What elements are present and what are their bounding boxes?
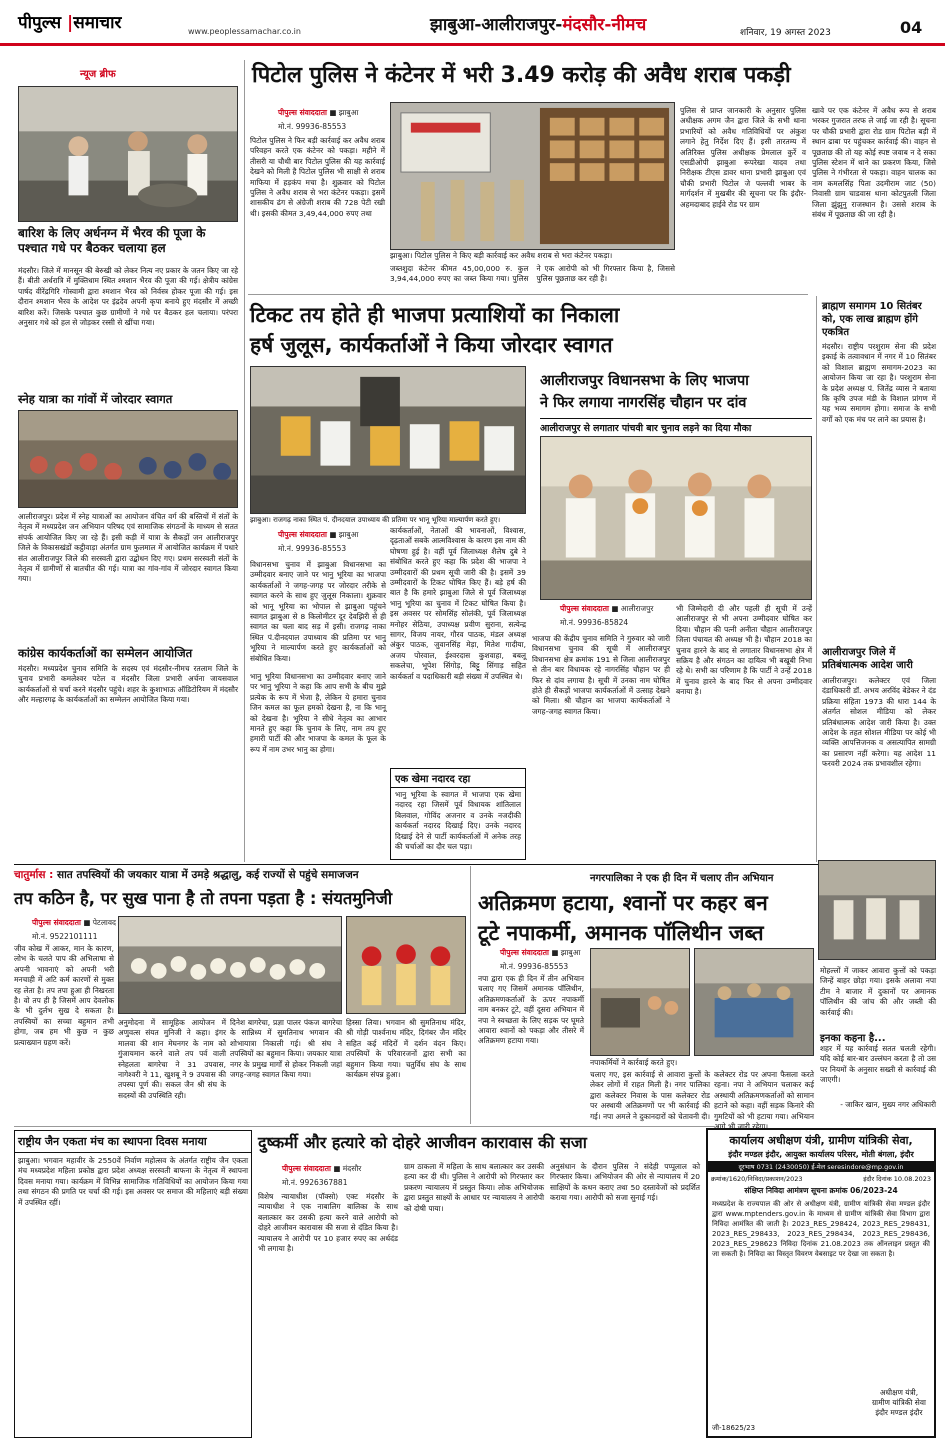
bjp-headline-1: टिकट तय होते ही भाजपा प्रत्याशियों का निकाला xyxy=(250,303,620,327)
jain-ekta-box xyxy=(14,1130,252,1438)
bjp-box-body: भानु भूरिया के स्वागत में भाजपा एक खेमा नदारद रहा जिसमें पूर्व विधायक शांतिलाल बिलवाल, गोविंद अजनार व उनके नजदीकी कार्यकर्ता नदारद दिखाई दिए। उनके नदारद दिखाई देने से पार्टी कार्यकर्ताओं में अनेक तरह की चर्चाओं का दौर चल पड़ा। xyxy=(395,790,521,852)
brief-body-1: मंदसौर। जिले में मानसून की बेरुखी को लेकर नित्य नए प्रकार के जतन किए जा रहे हैं। बीती अर्धरात्रि में मुक्तिधाम स्थित श्मशान भैरव की पूजा की गई। क्षेत्रीय कांग्रेस पार्षद वीरेंद्रगिरि गोस्वामी द्वारा श्मशान भैरव को निर्वस्त्र होकर पूजा की गई। इस दौरान श्मशान भैरव के आदेश पर इंद्रदेव अपनी कृपा बनाये हुए मंदसौर में अच्छी बारिश करें। जिसके पश्चात कुछ ग्रामीणों ने गधे पर बैठकर हल चलाया। परंपरा अनुसार गधे को हल से जोड़कर रस्सी से खींचा गया। xyxy=(18,266,238,328)
right-body-1: मंदसौर। राष्ट्रीय परशुराम सेना की प्रदेश इकाई के तत्वावधान में नगर में 10 सितंबर को विशाल ब्राह्मण समागम-2023 का आयोजन किया जा रहा है। परशुराम सेना के प्रदेश अध्यक्ष पं. जितेंद्र व्यास ने बताया कि कृषि उपज मंडी के विशाल प्रांगण में यह भव्य समागम होगा। समाज के सभी वर्गों को एक मंच पर लाने का प्रयास है। xyxy=(822,342,936,424)
region-title: झाबुआ-आलीराजपुर-मंदसौर-नीमच xyxy=(430,15,647,35)
encroach-box-body: शहर में यह कार्रवाई सतत चलती रहेगी। यदि कोई बार-बार उल्लंघन करता है तो उस पर नियमों के अनुसार सख्ती से कार्रवाई की जाएगी। xyxy=(820,1044,936,1085)
bjp-headline-2: हर्ष जुलूस, कार्यकर्ताओं ने किया जोरदार स्वागत xyxy=(250,333,613,357)
chaturmas-col1: जीव कोख में आकर, मान के कारण, लोभ के चलते पाप की अभिलाषा से अपनी भावनाएं को अपनी भरी मनचाही में अटि कर्म कारणों से मुक्त रह लेता है। तप तपा हुआ ही निखरता है। वो तप ही है जिसमें आप देवलोक के भी दुर्लभ सुख दे सकता है। तपस्वियों का सच्चा बहुमान तभी होगा, जब हम भी कुछ न कुछ प्रत्याख्यान ग्रहण करें। xyxy=(14,944,114,1047)
tender-sign-3: इंदौर मण्डल इंदौर xyxy=(875,1408,923,1417)
bjp-col1: विधानसभा चुनाव में झाबुआ विधानसभा का उम्मीदवार बनाए जाने पर भानु भूरिया का भाजपा कार्यकर्ताओं ने जगह-जगह पर जोरदार तरीके से स्वागत करने के साथ हुए जुलूस निकाला। शुक्रवार को भानू भूरिया का भोपाल से झाबुआ पहुंचने स्वागत झाबुआ से 8 किलोमीटर दूर देवझिरी से ही स्वागत का चला बाद सड़ में इसी। राजगढ़ नाका स्थित पं.दीनदयाल उपाध्याय की प्रतिमा पर भानु भूरिया ने माल्यार्पण करते हुए कार्यकर्ताओं को संबोधित किया। xyxy=(250,560,386,663)
encroach-mobile: मो.नं. 99936-85553 xyxy=(500,962,569,971)
column-divider xyxy=(244,60,245,862)
column-divider-right xyxy=(816,296,817,862)
brief-body-3: मंदसौर। मध्यप्रदेश चुनाव समिति के सदस्य एवं मंदसौर-नीमच रतलाम जिले के चुनाव प्रभारी कमलेश्वर पटेल व मंदसौर जिला प्रभारी अर्चना जायसवाल कार्यकर्ताओं से चर्चा करने मंदसौर पहुंचे। शहर के कुशाभाऊ ऑडिटोरियम में मंदसौर और मल्हारगढ़ के कार्यकर्ताओं का सम्मेलन आयोजित किया गया। xyxy=(18,664,238,705)
photo-dogs-catching xyxy=(694,948,814,1056)
murder-headline: दुष्कर्मी और हत्यारे को दोहरे आजीवन कारावास की सजा xyxy=(258,1133,587,1152)
encroach-col4: मोहल्लों में जाकर आवारा कुत्तों को पकड़ा जिन्हें बाहर छोड़ा गया। इसके अलावा नपा टीम ने बाजार में दुकानों पर अमानक पॉलिथीन की जांच की और जब्ती की कार्रवाई की। xyxy=(820,966,936,1017)
top-story-col1: पिटोल पुलिस ने फिर बड़ी कार्रवाई कर अवैध शराब परिवहन करते एक कंटेनर को पकड़ा। महीने में तीसरी या चौथी बार पिटोल पुलिस की यह कार्रवाई देखने को मिली है पिटोल पुलिस भी साक्षी से शराब माफिया में हड़कंप मचा है। शुक्रवार को पिटोल पुलिस ने अवैध शराब से भरा कंटेनर पकड़ा। इसमें शासकीय ढंग से अंग्रेजी शराब की 728 पेटी रखी थी। इसकी कीमत 3,49,44,000 रुपए तथा xyxy=(250,136,385,218)
brief-body-2: आलीराजपुर। प्रदेश में स्नेह यात्राओं का आयोजन वंचित वर्ग की बस्तियों में संतों के नेतृत्व में मध्यप्रदेश जन अभियान परिषद एवं सामाजिक संगठनों के माध्यम से सतत संपर्क आयोजित किए जा रहे हैं। इसी कड़ी में यात्रा के सैकड़ों जन आलीराजपुर जिले के विकासखंडों कट्ठीवाड़ा अंतर्गत ग्राम फुलमाल में आयोजित कार्यक्रम में पधारे संत आलीराजपुर जिले की सरस्वती द्वारा उद्बोधन दिए गए। प्रथम सरस्वती संतों के नेतृत्व में ग्रामीणों से बातचीत की गई। यात्रा का गांव-गांव में जोरदार स्वागत किया गया। xyxy=(18,512,238,584)
page-divider-2 xyxy=(14,1126,714,1127)
jain-ekta-headline: राष्ट्रीय जैन एकता मंच का स्थापना दिवस मनाया xyxy=(15,1131,251,1153)
photo-tapasvi-felicitation xyxy=(346,916,466,1014)
bjp-mobile-b: मो.नं. 99936-85824 xyxy=(560,618,629,627)
news-brief-label: न्यूज ब्रीफ xyxy=(80,69,116,80)
bjp-col1b: भानु भूरिया विधानसभा का उम्मीदवार बनाए जाने पर भानु भूरिया ने कहा कि आप सभी के बीच मुझे प्रत्येक के रूप में भेजा है, लेकिन ये हमारा चुनाव जिन कमल का फूल हमको देखना है, ना कि भानू को देखना है। भूरिया ने सीधे नेतृत्व का आभार मानते हुए कहा कि चुनाव के लिए, नाम तय हुए हमारी पार्टी की और भाजपा के कमल के फूल के रूप में नाम उभर भानु का होगा। xyxy=(250,672,386,754)
bjp-byline-a: पीपुल्स संवाददाता ■ झाबुआ xyxy=(278,530,359,539)
tender-notice xyxy=(706,1128,936,1438)
top-story-caption: झाबुआ। पिटोल पुलिस ने किए बड़ी कार्रवाई कर अवैध शराब से भरा कंटेनर पकड़ा। xyxy=(390,251,675,261)
brief-headline-1: बारिश के लिए अर्धनग्न में भैरव की पूजा के पश्चात गधे पर बैठकर चलाया हल xyxy=(18,226,206,255)
top-story-headline: पिटोल पुलिस ने कंटेनर में भरी 3.49 करोड़ की अवैध शराब पकड़ी xyxy=(252,63,791,88)
encroach-kicker: नगरपालिका ने एक ही दिन में चलाए तीन अभियान xyxy=(590,873,774,884)
bjp-col2: कार्यकर्ताओं, नेताओं की भावनाओं, विश्वास, दृढ़ताओं सबके आत्मविश्वास के कारण इस नाम की घोषणा हुई है। वहीं पूर्व जिलाध्यक्ष शैलेष दुबे ने संबोधित करते हुए कहा कि प्रदेश की भाजपा ने उम्मीदवारों की प्रथम सूची जारी की है। इसमें 39 उम्मीदवारों के टिकट घोषित किए हैं। बड़े हर्ष की बात है कि हमारे झाबुआ जिले से पूर्व जिलाध्यक्ष भानु भूरिया का चुनाव में टिकट घोषित किया है। इस अवसर पर सोमसिंह सोलंकी, पूर्व जिलाध्यक्ष मनोहर सेठिया, उपाध्यक्ष प्रवीण सुराना, सत्येन्द्र सागर, विजय नायर, गौरव पाठक, मंडल अध्यक्ष अंकुर पाठक, जुवानसिंह मेड़ा, मितेश गादीया, अजय पोरवाल, ईश्वरदास कुशवाहा, बबलू सकलेचा, भूपेश सिंगोड़, बिट्टू सिंगाड़ सहित कार्यकर्ता व पदाधिकारी बड़ी संख्या में उपस्थित थे। xyxy=(390,526,526,681)
page-number: 04 xyxy=(900,18,923,37)
bjp-subhead-3: आलीराजपुर से लगातार पांचवी बार चुनाव लड़ने का दिया मौका xyxy=(540,418,812,437)
encroach-col1: नपा द्वारा एक ही दिन में तीन अभियान चलाए गए जिसमें अमानक पॉलिथीन, अतिक्रमणकर्ताओं के ऊपर नपाकर्मी नाम बनकर टूटे, वहीं दूसरा अभियान में नपा ने स्वच्छता के लिए सड़क पर घूमते आवारा श्वानों को पकड़ा और तीसरे में अतिक्रमण हटाया गया। xyxy=(478,974,584,1046)
chaturmas-col2: अनुमोदना में सामूहिक आयोजन में अणुवत्स संयत मुनिजी ने कहा। इंगर मालवा की शान मेघनगर के नाम को गुंजायमान करने वाले तप पर्व वाली स्नेहलता बागरेचा ने 31 उपवास, नागेश्वरी ने 11, खुशबू ने 9 उपवास की तपस्या पूर्ण की। सकल जैन श्री संघ के सदस्यों की उपस्थिति रही। xyxy=(118,1018,226,1100)
chaturmas-kicker: चातुर्मास : सात तपस्वियों की जयकार यात्रा में उमड़े श्रद्धालु, कई राज्यों से पहुंचे समाजजन xyxy=(14,869,359,881)
bjp-box-title: एक खेमा नदारद रहा xyxy=(391,769,525,788)
encroach-box-sign: - जाकिर खान, मुख्य नगर अधिकारी xyxy=(840,1100,936,1109)
bjp-col3: भाजपा की केंद्रीय चुनाव समिति ने गुरुवार को जारी विधानसभा चुनाव की सूची में आलीराजपुर विधानसभा क्षेत्र क्रमांक 191 से जिला आलीराजपुर से तीन बार विधायक रहे नागरसिंह चौहान पर ही फिर से दांव लगाया है। सूची में उनका नाम घोषित होते ही सैकड़ों भाजपा कार्यकर्ताओं में उत्साह देखने को मिला। श्री चौहान का भाजपा कार्यकर्ताओं ने जगह-जगह स्वागत किया। xyxy=(532,634,670,716)
top-story-mobile: मो.नं. 99936-85553 xyxy=(278,122,347,131)
right-headline-1: ब्राह्मण समागम 10 सितंबर को, एक लाख ब्राह्मण होंगे एकत्रित xyxy=(822,301,922,338)
tender-sign-1: अधीक्षण यंत्री, xyxy=(879,1388,919,1397)
tender-sign-2: ग्रामीण यांत्रिकी सेवा xyxy=(871,1398,926,1407)
photo-jaykar-yatra xyxy=(118,916,342,1014)
murder-byline: पीपुल्स संवाददाता ■ मंदसौर xyxy=(282,1164,362,1173)
tender-footer: जी-18625/23 xyxy=(712,1424,756,1432)
tender-ref-no: क्रमांक/1620/निविदा/प्रकाशन/2023 xyxy=(711,1175,803,1183)
photo-sneh-yatra xyxy=(18,410,238,508)
top-story-col4: खावे पर एक कंटेनर में अवैध रूप से शराब भरकर गुजरात तरफ ले जाई जा रही है। सूचना पर चौकी प्रभारी द्वारा रोड ग्राम पिटोल बड़ी में स्थान ढाबा पर पहुंचकर कार्रवाई की। वाहन से पूछताछ की तो यह कोई स्पष्ट जवाब न दे सका पुलिस स्टेशन में थाने का प्रकरण किया, जिसे पुलिस ने गंभीरता से पकड़ा। वाहन चालक का नाम कमलसिंह पिता उदमीराम जाट (50) निवासी ग्राम चाडवास थाना कोटपुतली जिला जिला झुंझुनु राजस्थान है। उससे शराब के संबंध में पूछताछ की जा रही है। xyxy=(812,106,936,220)
top-story-col2: जब्तशुदा कंटेनर कीमत 45,00,000 रु. कुल 3,94,44,000 रुपए का जब्त किया गया। पुलिस ने एक आरोपी को भी गिरफ्तार किया है, जिससे पुलिस पूछताछ कर रही है। xyxy=(390,264,675,284)
chaturmas-byline: पीपुल्स संवाददाता ■ पेटलावद xyxy=(32,918,117,927)
tender-ref-row xyxy=(708,1172,934,1185)
photo-polythene-seizure xyxy=(818,860,936,960)
date-line: शनिवार, 19 अगस्त 2023 xyxy=(740,28,831,38)
photo-container-seizure xyxy=(390,102,675,250)
chaturmas-headline: तप कठिन है, पर सुख पाना है तो तपना पड़ता है : संयतमुनिजी xyxy=(14,889,393,908)
tender-title-1: कार्यालय अधीक्षण यंत्री, ग्रामीण यांत्रिकी सेवा, xyxy=(729,1134,913,1147)
murder-col1: विशेष न्यायाधीश (पॉक्सो) एक्ट मंदसौर के न्यायाधीश ने एक नाबालिग बालिका के साथ बलात्कार कर उसकी हत्या करने वाले आरोपी को दोहरे आजीवन कारावास की सजा से दंडित किया है। न्यायालय ने आरोपी पर 10 हजार रुपए का अर्थदंड भी लगाया है। xyxy=(258,1192,398,1254)
photo-nagarsingh-chauhan xyxy=(540,436,812,600)
bjp-byline-b: पीपुल्स संवाददाता ■ आलीराजपुर xyxy=(560,604,654,613)
tender-contact: दूरभाष 0731 (2430050) ई-मेल seresindore@mp.gov.in xyxy=(708,1161,934,1172)
photo-encroachment xyxy=(590,948,690,1056)
murder-col2: ग्राम ठाकला में महिला के साथ बलात्कार कर उसकी हत्या कर दी थी। पुलिस ने आरोपी को गिरफ्तार कर प्रकरण न्यायालय में प्रस्तुत किया। लोक अभियोजक द्वारा प्रस्तुत साक्ष्यों के आधार पर न्यायालय ने आरोपी को दोषी पाया। xyxy=(404,1162,544,1213)
bjp-mobile-a: मो.नं. 99936-85553 xyxy=(278,544,347,553)
right-body-2: आलीराजपुर। कलेक्टर एवं जिला दंडाधिकारी डॉ. अभय अरविंद बेडेकर ने दंड प्रक्रिया संहिता 1973 की धारा 144 के अंतर्गत सोशल मीडिया को लेकर प्रतिबंधात्मक आदेश जारी किया है। उक्त आदेश के तहत सोशल मीडिया पर कोई भी व्यक्ति आपत्तिजनक व असत्यापित सामग्री का प्रसारण नहीं करेगा। यह आदेश 11 फरवरी 2024 तक प्रभावशील रहेगा। xyxy=(822,676,936,769)
tender-title-2: इंदौर मण्डल इंदौर, आयुक्त कार्यालय परिसर, मोती बंगला, इंदौर xyxy=(728,1150,914,1159)
encroach-box-title: इनका कहना है... xyxy=(820,1033,886,1044)
encroach-col3: कलेक्टर रोड पर अपना फैसला करते रहना। नपा ने अभियान चलाकर कई अस्थायी अतिक्रमणकर्ताओं को सामान हटाने को कहा। वहीं सड़क किनारे की गुमटियों को भी हटाया गया। अभियान आगे भी जारी रहेगा। xyxy=(714,1070,814,1132)
right-headline-2: आलीराजपुर जिले में प्रतिबंधात्मक आदेश जारी xyxy=(822,647,913,671)
chaturmas-col3: दिनेश बागरेचा, प्रज्ञा पालर पंकज बागरेचा के सान्निध्य में सुमतिनाथ भगवान की शोभायात्रा निकाली गई। श्री संघ ने तपस्वियों का बहुमान किया। जयकार यात्रा नगर के प्रमुख मार्गों से होकर निकली जहां जगह-जगह स्वागत किया गया। xyxy=(230,1018,342,1080)
jain-ekta-body: झाबुआ। भगवान महावीर के 2550वें निर्वाण महोत्सव के अंतर्गत राष्ट्रीय जैन एकता मंच मध्यप्रदेश महिला प्रकोष्ठ द्वारा प्रदेश अध्यक्ष सरस्वती बाफना के नेतृत्व में स्थापना दिवस मनाया गया। कार्यक्रम में विभिन्न सामाजिक गतिविधियों का आयोजन किया गया तथा संगठन की प्रगति पर चर्चा की गई। इस अवसर पर समाज की महिलाएं बड़ी संख्या में उपस्थित रहीं। xyxy=(18,1156,248,1207)
bjp-col4: भी जिम्मेदारी दी और पहली ही सूची में उन्हें आलीराजपुर से भी अपना उम्मीदवार घोषित कर दिया। चौहान की पत्नी अनीता चौहान आलीराजपुर जिला पंचायत की अध्यक्ष भी है। चौहान 2018 का चुनाव हारने के बाद से लगातार विधानसभा क्षेत्र में सक्रिय है और संगठन का दायित्व भी बखूबी निभा रहे थे। सभी का परिणाम है कि पार्टी ने उन्हें 2018 में चुनाव हारने के बाद फिर से अपना उम्मीदवार बनाया है। xyxy=(676,604,812,697)
top-story-byline: पीपुल्स संवाददाता ■ झाबुआ xyxy=(278,108,359,117)
brief-headline-3: कांग्रेस कार्यकर्ताओं का सम्मेलन आयोजित xyxy=(18,646,193,660)
bjp-sidebar-box xyxy=(390,768,526,860)
bjp-subhead-2: ने फिर लगाया नागरसिंह चौहान पर दांव xyxy=(540,395,747,411)
tender-ref-date: इंदौर दिनांक 10.08.2023 xyxy=(863,1175,931,1183)
encroach-caption: नपाकर्मियों ने कार्रवाई करते हुए। xyxy=(590,1058,814,1068)
section-divider xyxy=(248,294,808,295)
masthead xyxy=(0,0,945,46)
encroach-byline: पीपुल्स संवाददाता ■ झाबुआ xyxy=(500,948,581,957)
newspaper-logo: पीपुल्स |समाचार xyxy=(18,13,122,33)
bjp-subhead-1: आलीराजपुर विधानसभा के लिए भाजपा xyxy=(540,373,749,389)
brief-headline-2: स्नेह यात्रा का गांवों में जोरदार स्वागत xyxy=(18,392,173,406)
photo-bhairav-puja xyxy=(18,86,238,222)
tender-notice-title: संक्षिप्त निविदा आमंत्रण सूचना क्रमांक 06/2023-24 xyxy=(744,1186,898,1195)
murder-col3: अनुसंधान के दौरान पुलिस ने संदेही पप्पूलाल को गिरफ्तार किया। अभियोजन की ओर से न्यायालय में 20 साक्षियों के कथन कराए तथा 50 दस्तावेजों को प्रदर्शित कराया गया। आरोपी को सजा सुनाई गई। xyxy=(550,1162,700,1203)
chaturmas-mobile: मो.नं. 9522101111 xyxy=(32,932,98,941)
page-divider xyxy=(14,864,936,865)
tender-signature xyxy=(872,1388,926,1418)
tender-body: मध्यप्रदेश के राज्यपाल की ओर से अधीक्षण यंत्री, ग्रामीण यांत्रिकी सेवा मण्डल इंदौर द्वारा www.mptenders.gov.in के माध्यम से ग्रामीण यांत्रिकी सेवा विभाग द्वारा निविदा आमंत्रित की जाती है। 2023_RES_298424, 2023_RES_298431, 2023_RES_298433, 2023_RES_298434, 2023_RES_298436, 2023_RES_298623 निविदा दिनांक 21.08.2023 तक ऑनलाइन प्रस्तुत की जा सकती है। निविदा का विस्तृत विवरण वेबसाइट पर देखा जा सकता है। xyxy=(712,1200,930,1258)
photo-bhanu-bhuria xyxy=(250,366,526,514)
column-divider-bottom xyxy=(470,866,471,1124)
chaturmas-col4: हिस्सा लिया। भगवान श्री सुमतिनाथ मंदिर, श्री गोड़ी पार्श्वनाथ मंदिर, दिगंबर जैन मंदिर सहित कई मंदिरों में दर्शन वंदन किए। तपस्वियों के परिवारजनों द्वारा सभी का बहुमान किया गया। चतुर्विध संघ के साथ कार्यक्रम संपन्न हुआ। xyxy=(346,1018,466,1080)
encroach-headline-2: टूटे नपाकर्मी, अमानक पॉलिथीन जब्त xyxy=(478,921,764,945)
website-url: www.peoplessamachar.co.in xyxy=(188,27,301,36)
encroach-headline-1: अतिक्रमण हटाया, श्वानों पर कहर बन xyxy=(478,891,768,915)
murder-mobile: मो.नं. 9926367881 xyxy=(282,1178,348,1187)
bjp-caption-a: झाबुआ। राजगढ़ नाका स्थित पं. दीनदयाल उपाध्याय की प्रतिमा पर भानू भूरिया माल्यार्पण करते हुए। xyxy=(250,516,526,525)
encroach-col2: चलाए गए, इस कार्रवाई से आवारा कुत्तों के लेकर लोगों में राहत मिली है। नगर पालिका द्वारा कलेक्टर निवास के पास कलेक्टर रोड पर अस्थायी अतिक्रमणों पर भी कार्रवाई की गई। नपा अमले ने दुकानदारों को चेतावनी दी। xyxy=(590,1070,710,1121)
top-story-col3: पुलिस से प्राप्त जानकारी के अनुसार पुलिस अधीक्षक अगम जैन द्वारा जिले के सभी थाना प्रभारियों को अवैध गतिविधियों पर अंकुश लगाने हेतु निर्देश दिए हैं। इसी तारतम्य में अतिरिक्त पुलिस अधीक्षक प्रेमलाल कुर्रे व एसडीओपी झाबुआ रूपरेखा यादव तथा निरीक्षक टीएस डावर थाना प्रभारी झाबुआ एवं चौकी प्रभारी पिटोल जे पल्लवी भाबर के मार्गदर्शन में मुखबीर की सूचना पर कि इंदौर-अहमदाबाद हाईवे रोड पर ग्राम xyxy=(680,106,806,209)
